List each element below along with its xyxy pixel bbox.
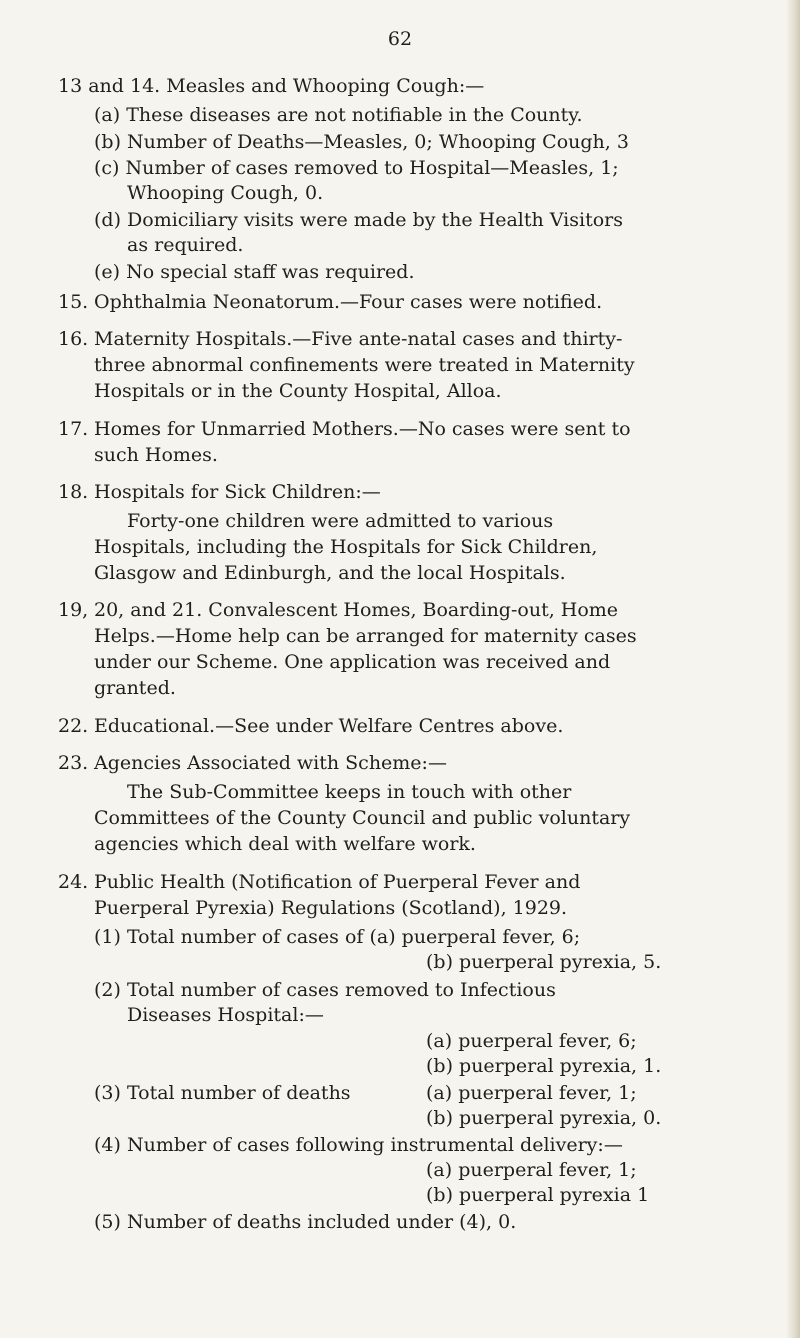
section-24-item-3-a: (a) puerperal fever, 1;	[426, 1082, 637, 1104]
section-16-line: three abnormal confinements were treated in Maternity	[94, 354, 635, 376]
section-24-number: 24.	[58, 871, 89, 893]
section-19-line: granted.	[94, 677, 176, 699]
section-23-line: Agencies Associated with Scheme:—	[94, 752, 447, 774]
section-23-line: Committees of the County Council and public voluntary	[94, 807, 631, 829]
section-22-text: Educational.—See under Welfare Centres above.	[94, 715, 564, 737]
section-23-line: agencies which deal with welfare work.	[94, 833, 476, 855]
section-13-item-d: (d) Domiciliary visits were made by the Health Visitors	[94, 209, 623, 231]
section-24-item-1: (1) Total number of cases of (a) puerperal fever, 6;	[94, 926, 581, 948]
section-24-item-4-a: (a) puerperal fever, 1;	[426, 1159, 637, 1181]
section-18-line: Hospitals for Sick Children:—	[94, 481, 381, 503]
section-24-item-2-b: (b) puerperal pyrexia, 1.	[426, 1055, 662, 1077]
section-19-number: 19,	[58, 599, 89, 621]
section-24-item-2-a: (a) puerperal fever, 6;	[426, 1030, 637, 1052]
page-edge-shadow	[786, 0, 800, 1338]
section-19-line: Helps.—Home help can be arranged for maternity cases	[94, 625, 637, 647]
section-18-line: Hospitals, including the Hospitals for Sick Children,	[94, 536, 598, 558]
section-13-item-e: (e) No special staff was required.	[94, 261, 415, 283]
section-24-item-5: (5) Number of deaths included under (4), 0.	[94, 1211, 517, 1233]
section-19-line: 20, and 21. Convalescent Homes, Boarding-out, Home	[94, 599, 619, 621]
section-16-line: Maternity Hospitals.—Five ante-natal cases and thirty-	[94, 328, 623, 350]
section-17-number: 17.	[58, 418, 89, 440]
section-13-heading: 13 and 14. Measles and Whooping Cough:—	[58, 75, 485, 97]
section-15-text: Ophthalmia Neonatorum.—Four cases were notified.	[94, 291, 603, 313]
section-24-item-4: (4) Number of cases following instrumental delivery:—	[94, 1134, 623, 1156]
section-23-line: The Sub-Committee keeps in touch with other	[127, 781, 572, 803]
section-16-line: Hospitals or in the County Hospital, Alloa.	[94, 380, 502, 402]
section-13-item-b: (b) Number of Deaths—Measles, 0; Whooping Cough, 3	[94, 131, 629, 153]
section-23-number: 23.	[58, 752, 89, 774]
section-13-item-c-cont: Whooping Cough, 0.	[127, 182, 324, 204]
section-24-item-4-b: (b) puerperal pyrexia 1	[426, 1184, 650, 1206]
section-19-line: under our Scheme. One application was received and	[94, 651, 611, 673]
section-24-item-2-cont: Diseases Hospital:—	[127, 1004, 324, 1026]
section-15-number: 15.	[58, 291, 89, 313]
section-24-line: Puerperal Pyrexia) Regulations (Scotland), 1929.	[94, 897, 568, 919]
section-13-item-c: (c) Number of cases removed to Hospital—Measles, 1;	[94, 157, 619, 179]
section-18-line: Glasgow and Edinburgh, and the local Hospitals.	[94, 562, 566, 584]
section-24-item-3-b: (b) puerperal pyrexia, 0.	[426, 1107, 662, 1129]
section-24-item-2: (2) Total number of cases removed to Infectious	[94, 979, 556, 1001]
section-24-item-3: (3) Total number of deaths	[94, 1082, 351, 1104]
section-18-line: Forty-one children were admitted to various	[127, 510, 554, 532]
section-24-line: Public Health (Notification of Puerperal Fever and	[94, 871, 581, 893]
section-17-line: Homes for Unmarried Mothers.—No cases were sent to	[94, 418, 631, 440]
section-24-item-1-b: (b) puerperal pyrexia, 5.	[426, 951, 662, 973]
section-17-line: such Homes.	[94, 444, 218, 466]
section-13-item-a: (a) These diseases are not notifiable in the County.	[94, 104, 583, 126]
section-13-item-d-cont: as required.	[127, 234, 244, 256]
section-22-number: 22.	[58, 715, 89, 737]
page-number: 62	[387, 28, 413, 50]
section-16-number: 16.	[58, 328, 89, 350]
section-18-number: 18.	[58, 481, 89, 503]
